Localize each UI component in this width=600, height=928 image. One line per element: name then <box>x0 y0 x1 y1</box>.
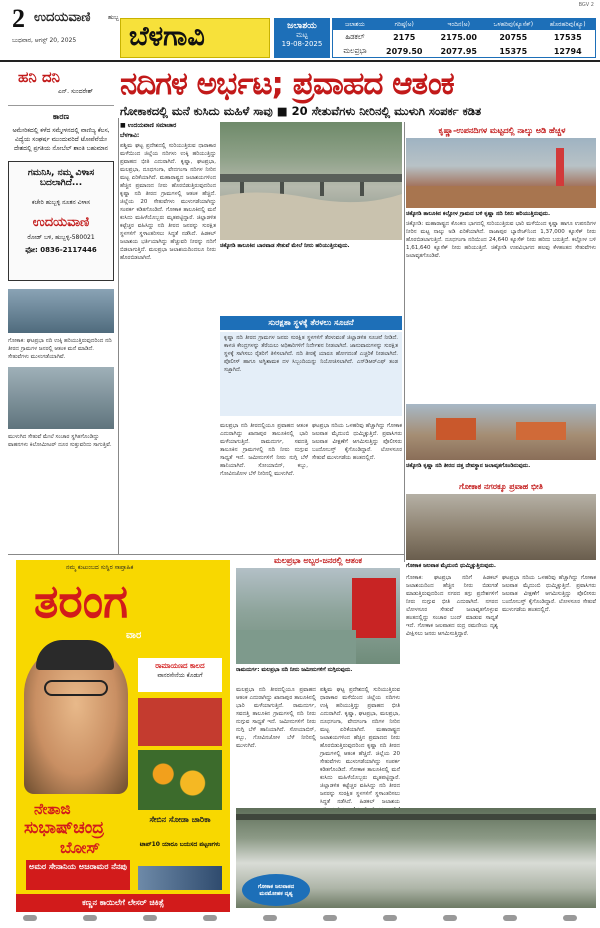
bridge-illustration <box>220 122 402 240</box>
lead-headline: ನದಿಗಳ ಅರ್ಭಟ; ಪ್ರವಾಹದ ಆತಂಕ <box>120 66 454 102</box>
lead-body-1: ಪಶ್ಚಿಮ ಘಟ್ಟ ಪ್ರದೇಶದಲ್ಲಿ ಸುರಿಯುತ್ತಿರುವ ಧಾರಾಕಾರ ಮಳೆಯಿಂದ ಜಿಲ್ಲೆಯ ನದಿಗಳು ಉಕ್ಕಿ ಹರಿಯುತ್ತಿದ್ದು ಪ್ರವಾಹದ ಭೀತಿ ಎದುರಾಗಿದೆ. ಕೃಷ್ಣಾ, ಘಟಪ್ರಭಾ, ಮಲಪ್ರಭಾ, ದೂಧಗಂಗಾ, ವೇದಗಂಗಾ ನದಿಗಳ ನೀರಿನ ಮಟ್ಟ ಏರಿಕೆಯಾಗಿದೆ. ಮಹಾರಾಷ್ಟ್ರದ ಜಲಾಶಯಗಳಿಂದ ಹೆಚ್ಚಿನ ಪ್ರಮಾಣದ ನೀರು ಹೊರಬಿಡುತ್ತಿರುವುದರಿಂದ ಕೃಷ್ಣಾ ನದಿ ತೀರದ ಗ್ರಾಮಗಳಲ್ಲಿ ಆತಂಕ ಹೆಚ್ಚಿದೆ. ಜಿಲ್ಲೆಯ 20 ಸೇತುವೆಗಳು ಮುಳುಗಡೆಯಾಗಿದ್ದು ಸಂಪರ್ಕ ಕಡಿತಗೊಂಡಿದೆ. ಗೋಕಾಕ ತಾಲೂಕಿನಲ್ಲಿ ಮನೆ ಕುಸಿದು ಮಹಿಳೆಯೊಬ್ಬರು ಮೃತಪಟ್ಟಿದ್ದಾರೆ. ಜಿಲ್ಲಾಡಳಿತ ಕಟ್ಟೆಚ್ಚರ ವಹಿಸಿದ್ದು ನದಿ ತೀರದ ಜನರನ್ನು ಸುರಕ್ಷಿತ ಸ್ಥಳಗಳಿಗೆ ಸ್ಥಳಾಂತರಿಸಲು ಸಿದ್ಧತೆ ನಡೆಸಿದೆ. ಹಿಡಕಲ್ ಜಲಾಶಯ ಭರ್ತಿಯಾಗಿದ್ದು ಹೆಚ್ಚುವರಿ ನೀರನ್ನು ನದಿಗೆ ಬಿಡಲಾಗುತ್ತಿದೆ. ಮಲಪ್ರಭಾ ಜಲಾಶಯದಿಂದಲೂ ನೀರು ಹೊರಬಿಡಲಾಗಿದೆ. <box>120 143 216 261</box>
reg-mark <box>83 915 97 921</box>
malaprabha-photo <box>236 568 400 664</box>
house-collapse-photo <box>406 494 596 560</box>
table-header-cell: ಇಂದಿನ(ಅ) <box>447 21 470 28</box>
hani-dani-column <box>8 66 114 106</box>
dateline-city: ಬೆಳಗಾವಿ: <box>120 132 140 139</box>
temple-roof <box>436 418 476 440</box>
brand-edition: ಹುಬ್ಬ <box>108 14 119 21</box>
lead-column-2: ಮಲಪ್ರಭಾ ನದಿ ತೀರದಲ್ಲಿಯೂ ಪ್ರವಾಹದ ಆತಂಕ ಎದುರಾಗಿದ್ದು ಖಾನಾಪುರ ತಾಲೂಕಿನಲ್ಲಿ ಭಾರಿ ಮಳೆಯಾಗುತ್ತಿದೆ. ರಾಮದುರ್ಗ, ಸವದತ್ತಿ ತಾಲೂಕಿನ ಗ್ರಾಮಗಳಲ್ಲಿ ನದಿ ನೀರು ನುಗ್ಗುವ ಸಾಧ್ಯತೆ ಇದೆ. ಜಮೀನುಗಳಿಗೆ ನೀರು ನುಗ್ಗಿ ಬೆಳೆ ಹಾನಿಯಾಗಿದೆ. ಸೋಯಾಬಿನ್, ಕಬ್ಬು, ಗೋವಿನಜೋಳ ಬೆಳೆ ನೀರಿನಲ್ಲಿ ಮುಳುಗಿದೆ. <box>220 423 308 477</box>
poem-title: ಕಾರಣ <box>52 112 70 121</box>
top10-photo <box>138 866 222 890</box>
ad-address: ರೋಡ್ ಬಳಿ, ಹುಬ್ಬಳ್ಳಿ-580021 <box>27 234 95 241</box>
table-row <box>333 30 595 44</box>
krishna-photo-title: ಕೃಷ್ಣಾ-ಉಪನದಿಗಳ ಮಟ್ಟದಲ್ಲಿ ನಾಲ್ಕು ಅಡಿ ಹೆಚ್ಚಳ <box>438 126 566 135</box>
fruit-photo <box>138 750 222 810</box>
photo-caption: ಚಿಕ್ಕೋಡಿ ತಾಲೂಕಿನ ಬಾರವಾಡ ಸೇತುವೆ ಮೇಲೆ ನೀರು ಹರಿಯುತ್ತಿರುವುದು. <box>220 243 350 249</box>
reg-mark <box>143 915 157 921</box>
taranga-title: ತರಂಗ <box>34 574 128 628</box>
feature-photo <box>138 698 222 746</box>
ad-text: ಕಚೇರಿ ಹುಬ್ಬಳ್ಳಿ ನೂತನ ವಿಳಾಸ <box>31 199 91 206</box>
reservoir-label: ಜಲಾಶಯ <box>287 21 317 31</box>
flood-water <box>220 192 402 240</box>
page-number: 2 <box>12 4 25 33</box>
taranga-feature-box <box>138 658 222 692</box>
krishna-photo-caption: ಚಿಕ್ಕೋಡಿ ತಾಲೂಕಿನ ಕಲ್ಲೋಳ ಗ್ರಾಮದ ಬಳಿ ಕೃಷ್ಣಾ ನದಿ ನೀರು ಹರಿಯುತ್ತಿರುವುದು. <box>406 211 551 217</box>
address-change-ad <box>8 161 114 281</box>
column-logo: ಹನಿ ದನಿ <box>18 68 60 86</box>
portrait-cap <box>36 640 114 670</box>
cover-name-3: ಬೋಸ್ <box>60 838 101 857</box>
poem-text: ಅಮೇರಿಕದಲ್ಲಿ ಕಳೆದ ಸಮ್ಮೇಳನದಲ್ಲಿ ವಾಣಿಜ್ಯ ಕೆಲಸ, ವಿದ್ಯೆಯ ಸಂಘರ್ಷ ಮುಂದುವರಿದೆ ಟೋಪೆವೆಯೇ ದೇಶದಲ್ಲಿ ಪ್ರಗತಿಯ ನೋಬೆಲ್ ಶಾಂತಿ ಬಹುಮಾನ <box>12 127 110 152</box>
table-cell: 20755 <box>499 32 528 42</box>
left-column <box>8 66 114 550</box>
column-rule <box>404 122 405 562</box>
people-photo <box>8 289 114 333</box>
ad-brand: ಉದಯವಾಣಿ <box>32 215 90 230</box>
table-header-cell: ಗರಿಷ್ಠ(ಅ) <box>394 21 414 28</box>
masthead <box>0 0 600 62</box>
left-story-text: ಗೋಕಾಕ: ಘಟಪ್ರಭಾ ನದಿ ಉಕ್ಕಿ ಹರಿಯುತ್ತಿರುವುದರಿಂದ ನದಿ ತೀರದ ಗ್ರಾಮಗಳ ಜನರಲ್ಲಿ ಆತಂಕ ಮನೆ ಮಾಡಿದೆ. ಸೇತುವೆಗಳು ಮುಳುಗಡೆಯಾಗಿವೆ. <box>8 338 112 360</box>
city-name: ಬೆಳಗಾವಿ <box>129 21 205 52</box>
tower-structure <box>556 148 564 188</box>
left-photo-caption: ಮುಳುಗಿದ ಸೇತುವೆ ಮೇಲೆ ಸಂಚಾರ ಸ್ಥಗಿತಗೊಂಡಿದ್ದು ವಾಹನಗಳು ಕಿಲೋಮೀಟರ್ ದೂರ ಸುತ್ತುವರಿದು ಸಾಗುತ್ತಿವೆ. <box>8 434 112 448</box>
gokak-falls-photo <box>236 808 596 908</box>
city-banner <box>120 18 270 58</box>
malaprabha-caption: ರಾಮದುರ್ಗ: ಮಲಪ್ರಭಾ ನದಿ ನೀರು ಜಮೀನುಗಳಿಗೆ ನುಗ್ಗಿರುವುದು. <box>236 667 353 673</box>
byline: ■ ಉದಯವಾಣಿ ಸಮಾಚಾರ <box>120 122 177 129</box>
recipe-title: ಸೇಬಿನ ಸೋಡಾ ಚಾರಿಕಾ <box>149 815 211 824</box>
reservoir-table-header <box>333 19 595 30</box>
taranga-tagline: ನಮ್ಮ ಕುಟುಂಬದ ಸುಸ್ಥಿರ ಸಾಪ್ತಾಹಿಕ <box>66 564 134 571</box>
column-rule <box>118 118 119 554</box>
falls-bridge <box>236 814 596 820</box>
ad-headline: ಗಮನಿಸಿ, ನಮ್ಮ ವಿಳಾಸ ಬದಲಾಗಿದೆ... <box>27 168 95 188</box>
safety-box-title: ಸುರಕ್ಷತಾ ಸ್ಥಳಕ್ಕೆ ತೆರಳಲು ಸೂಚನೆ <box>220 316 402 330</box>
bridge-deck <box>220 174 402 182</box>
temple-flood-photo <box>406 404 596 460</box>
table-row-label: ಹಿಡಕಲ್ <box>345 32 365 41</box>
reg-mark <box>563 915 577 921</box>
reservoir-label-2: ಮಟ್ಟ <box>296 31 308 39</box>
taranga-footer: ಕಣ್ಣನ ಕಾಯಿಲೆಗೆ ಲೇಸರ್ ಚಿಕಿತ್ಸೆ <box>16 894 230 912</box>
table-cell: 12794 <box>553 46 582 56</box>
top10-title: ಟಾಪ್‌10 ಯಾರೂ ಬಯಸದ ಪಟ್ಟಣಗಳು <box>139 841 221 848</box>
table-row-label: ಮಲಪ್ರಭಾ <box>343 46 367 55</box>
malaprabha-title: ಮಲಪ್ರಭಾ ಅಬ್ಬರ-ಜನರಲ್ಲಿ ಆತಂಕ <box>273 556 363 565</box>
field-water <box>236 630 356 664</box>
taranga-week: ವಾರ <box>126 630 142 641</box>
submerged-bridge-photo <box>8 367 114 429</box>
bridge-pillar <box>360 182 364 196</box>
cover-name-1: ನೇತಾಜಿ <box>34 800 71 818</box>
table-cell: 2077.95 <box>440 46 477 56</box>
registration-marks <box>0 912 600 924</box>
bridge-pillar <box>320 182 324 196</box>
lead-column-1 <box>120 122 216 550</box>
gokak-photo-caption: ಗೋಕಾಕ ಜಲಪಾತ ಮೈದುಂಬಿ ಧುಮ್ಮಿಕ್ಕುತ್ತಿರುವುದು. <box>406 563 496 569</box>
gokak-text-2: ಘಟಪ್ರಭಾ ನದಿಯ ಒಳಹರಿವು ಹೆಚ್ಚಾಗಿದ್ದು ಗೋಕಾಕ ಜಲಪಾತ ಮೈದುಂಬಿ ಧುಮ್ಮಿಕ್ಕುತ್ತಿದೆ. ಪ್ರವಾಸಿಗರು ಜಲಪಾತ ವೀಕ್ಷಣೆಗೆ ಆಗಮಿಸುತ್ತಿದ್ದು ಪೊಲೀಸರು ಬಂದೋಬಸ್ತ್ ಕೈಗೊಂಡಿದ್ದಾರೆ. ಲೋಳಸೂರ ಸೇತುವೆ ಮುಳುಗಡೆಯ ಹಂತದಲ್ಲಿದೆ. <box>502 575 596 613</box>
reg-mark <box>323 915 337 921</box>
reservoir-table <box>332 18 596 58</box>
table-cell: 2175 <box>393 32 416 42</box>
temple-hall <box>516 422 566 440</box>
falls-caption: ಗೋಕಾಕ ಜಲಪಾತದ ಮನಮೋಹಕ ದೃಶ್ಯ <box>257 884 295 897</box>
cover-subtitle: ಅಮರ ಸೇನಾನಿಯ ಅಜರಾಮರ ನೆನಪು <box>26 860 130 890</box>
taranga-magazine-ad <box>16 560 230 912</box>
malaprabha-text-1: ಮಲಪ್ರಭಾ ನದಿ ತೀರದಲ್ಲಿಯೂ ಪ್ರವಾಹದ ಆತಂಕ ಎದುರಾಗಿದ್ದು ಖಾನಾಪುರ ತಾಲೂಕಿನಲ್ಲಿ ಭಾರಿ ಮಳೆಯಾಗುತ್ತಿದೆ. ರಾಮದುರ್ಗ, ಸವದತ್ತಿ ತಾಲೂಕಿನ ಗ್ರಾಮಗಳಲ್ಲಿ ನದಿ ನೀರು ನುಗ್ಗುವ ಸಾಧ್ಯತೆ ಇದೆ. ಜಮೀನುಗಳಿಗೆ ನೀರು ನುಗ್ಗಿ ಬೆಳೆ ಹಾನಿಯಾಗಿದೆ. ಸೋಯಾಬಿನ್, ಕಬ್ಬು, ಗೋವಿನಜೋಳ ಬೆಳೆ ನೀರಿನಲ್ಲಿ ಮುಳುಗಿದೆ. <box>236 687 316 749</box>
safety-box-text: ಕೃಷ್ಣಾ ನದಿ ತೀರದ ಗ್ರಾಮಗಳ ಜನರು ಸುರಕ್ಷಿತ ಸ್ಥಳಗಳಿಗೆ ತೆರಳುವಂತೆ ಜಿಲ್ಲಾಡಳಿತ ಸೂಚನೆ ನೀಡಿದೆ. ಕಾಳಜಿ ಕೇಂದ್ರಗಳನ್ನು ತೆರೆಯಲು ಅಧಿಕಾರಿಗಳಿಗೆ ನಿರ್ದೇಶನ ನೀಡಲಾಗಿದೆ. ಜಾನುವಾರುಗಳನ್ನು ಸುರಕ್ಷಿತ ಸ್ಥಳಕ್ಕೆ ಸಾಗಿಸಲು ರೈತರಿಗೆ ತಿಳಿಸಲಾಗಿದೆ. ನದಿ ತೀರಕ್ಕೆ ಯಾರೂ ಹೋಗದಂತೆ ಎಚ್ಚರಿಕೆ ನೀಡಲಾಗಿದೆ. ಪೊಲೀಸ್ ಹಾಗೂ ಅಗ್ನಿಶಾಮಕ ದಳ ಸಿಬ್ಬಂದಿಯನ್ನು ನಿಯೋಜಿಸಲಾಗಿದೆ. ಎನ್‌ಡಿಆರ್‌ಎಫ್ ತಂಡ ಸಜ್ಜಾಗಿದೆ. <box>220 332 402 416</box>
right-column-text: ಚಿಕ್ಕೋಡಿ: ಮಹಾರಾಷ್ಟ್ರದ ಕೊಂಕಣ ಭಾಗದಲ್ಲಿ ಸುರಿಯುತ್ತಿರುವ ಭಾರಿ ಮಳೆಯಿಂದ ಕೃಷ್ಣಾ ಹಾಗೂ ಉಪನದಿಗಳ ನೀರಿನ ಮಟ್ಟ ನಾಲ್ಕು ಅಡಿ ಏರಿಕೆಯಾಗಿದೆ. ರಾಜಾಪುರ ಬ್ಯಾರೇಜ್‌ನಿಂದ 1,37,000 ಕ್ಯೂಸೆಕ್ ನೀರು ಹೊರಬಿಡಲಾಗುತ್ತಿದೆ. ದೂಧಗಂಗಾ ನದಿಯಿಂದ 24,640 ಕ್ಯೂಸೆಕ್ ನೀರು ಹರಿದು ಬರುತ್ತಿದೆ. ಕಲ್ಲೋಳ ಬಳಿ 1,61,640 ಕ್ಯೂಸೆಕ್ ನೀರು ಹರಿಯುತ್ತಿದೆ. ಚಿಕ್ಕೋಡಿ ಉಪವಿಭಾಗದ ಹಲವು ಕೆಳಹಂತದ ಸೇತುವೆಗಳು ಜಲಾವೃತಗೊಂಡಿವೆ. <box>406 221 596 259</box>
brand-name: ಉದಯವಾಣಿ <box>34 10 91 25</box>
table-header-cell: ಹೊರಹರಿವು(ಕ್ಯೂ) <box>549 21 586 28</box>
cover-name-2: ಸುಭಾಷ್‌ಚಂದ್ರ <box>24 818 104 838</box>
lead-subhead: ಗೋಕಾಕದಲ್ಲಿ ಮನೆ ಕುಸಿದು ಮಹಿಳೆ ಸಾವು ■ 20 ಸೇತುವೆಗಳು ನೀರಿನಲ್ಲಿ ಮುಳುಗಿ ಸಂಪರ್ಕ ಕಡಿತ <box>120 104 482 118</box>
table-cell: 17535 <box>553 32 582 42</box>
reg-mark <box>263 915 277 921</box>
lead-column-3: ಘಟಪ್ರಭಾ ನದಿಯ ಒಳಹರಿವು ಹೆಚ್ಚಾಗಿದ್ದು ಗೋಕಾಕ ಜಲಪಾತ ಮೈದುಂಬಿ ಧುಮ್ಮಿಕ್ಕುತ್ತಿದೆ. ಪ್ರವಾಸಿಗರು ಜಲಪಾತ ವೀಕ್ಷಣೆಗೆ ಆಗಮಿಸುತ್ತಿದ್ದು ಪೊಲೀಸರು ಬಂದೋಬಸ್ತ್ ಕೈಗೊಂಡಿದ್ದಾರೆ. ಲೋಳಸೂರ ಸೇತುವೆ ಮುಳುಗಡೆಯ ಹಂತದಲ್ಲಿದೆ. <box>312 423 402 461</box>
table-cell: 2175.00 <box>440 32 477 42</box>
gokak-text-1: ಗೋಕಾಕ: ಘಟಪ್ರಭಾ ನದಿಗೆ ಹಿಡಕಲ್ ಜಲಾಶಯದಿಂದ ಹೆಚ್ಚಿನ ನೀರು ಬಿಡುಗಡೆ ಮಾಡುತ್ತಿರುವುದರಿಂದ ನಗರದ ತಗ್ಗು ಪ್ರದೇಶಗಳಿಗೆ ನೀರು ನುಗ್ಗುವ ಭೀತಿ ಎದುರಾಗಿದೆ. ನಗರದ ಲೋಳಸೂರ ಸೇತುವೆ ಜಲಾವೃತಗೊಳ್ಳುವ ಹಂತದಲ್ಲಿದ್ದು ಸಂಚಾರ ಬಂದ್ ಮಾಡುವ ಸಾಧ್ಯತೆ ಇದೆ. ಗೋಕಾಕ ಜಲಪಾತದ ರುದ್ರ ರಮಣೀಯ ದೃಶ್ಯ ವೀಕ್ಷಿಸಲು ಜನರು ಆಗಮಿಸುತ್ತಿದ್ದಾರೆ. <box>406 575 498 637</box>
malaprabha-text-2: ಪಶ್ಚಿಮ ಘಟ್ಟ ಪ್ರದೇಶದಲ್ಲಿ ಸುರಿಯುತ್ತಿರುವ ಧಾರಾಕಾರ ಮಳೆಯಿಂದ ಜಿಲ್ಲೆಯ ನದಿಗಳು ಉಕ್ಕಿ ಹರಿಯುತ್ತಿದ್ದು ಪ್ರವಾಹದ ಭೀತಿ ಎದುರಾಗಿದೆ. ಕೃಷ್ಣಾ, ಘಟಪ್ರಭಾ, ಮಲಪ್ರಭಾ, ದೂಧಗಂಗಾ, ವೇದಗಂಗಾ ನದಿಗಳ ನೀರಿನ ಮಟ್ಟ ಏರಿಕೆಯಾಗಿದೆ. ಮಹಾರಾಷ್ಟ್ರದ ಜಲಾಶಯಗಳಿಂದ ಹೆಚ್ಚಿನ ಪ್ರಮಾಣದ ನೀರು ಹೊರಬಿಡುತ್ತಿರುವುದರಿಂದ ಕೃಷ್ಣಾ ನದಿ ತೀರದ ಗ್ರಾಮಗಳಲ್ಲಿ ಆತಂಕ ಹೆಚ್ಚಿದೆ. ಜಿಲ್ಲೆಯ 20 ಸೇತುವೆಗಳು ಮುಳುಗಡೆಯಾಗಿದ್ದು ಸಂಪರ್ಕ ಕಡಿತಗೊಂಡಿದೆ. ಗೋಕಾಕ ತಾಲೂಕಿನಲ್ಲಿ ಮನೆ ಕುಸಿದು ಮಹಿಳೆಯೊಬ್ಬರು ಮೃತಪಟ್ಟಿದ್ದಾರೆ. ಜಿಲ್ಲಾಡಳಿತ ಕಟ್ಟೆಚ್ಚರ ವಹಿಸಿದ್ದು ನದಿ ತೀರದ ಜನರನ್ನು ಸುರಕ್ಷಿತ ಸ್ಥಳಗಳಿಗೆ ಸ್ಥಳಾಂತರಿಸಲು ಸಿದ್ಧತೆ ನಡೆಸಿದೆ. ಹಿಡಕಲ್ ಜಲಾಶಯ <box>320 687 400 805</box>
portrait-glasses <box>44 680 108 696</box>
gokak-box-title: ಗೋಕಾಕ ನಗರಕ್ಕೂ ಪ್ರವಾಹ ಭೀತಿ <box>459 482 543 491</box>
page-code: BGV 2 <box>578 2 594 8</box>
temple-scene <box>406 404 596 460</box>
krishna-river-photo <box>406 138 596 208</box>
table-header-cell: ಒಳಹರಿವು(ಕ್ಯೂಸೆಕ್) <box>493 21 534 28</box>
bridge-flood-photo <box>220 122 402 240</box>
column-author: ಎನ್. ಸುಂದರೇಶ್ <box>58 88 93 95</box>
table-header-cell: ಜಲಾಶಯ <box>345 21 365 28</box>
reg-mark <box>383 915 397 921</box>
feature-line-1: ರಾಮಾಯಣದ ಕಾಲದ <box>155 662 205 670</box>
table-cell: 2079.50 <box>386 46 423 56</box>
dateline: ಬುಧವಾರ, ಆಗಸ್ಟ್ 20, 2025 <box>12 37 77 44</box>
table-cell: 15375 <box>499 46 528 56</box>
table-row <box>333 44 595 58</box>
reservoir-date: 19-08-2025 <box>281 40 323 48</box>
reservoir-box <box>274 18 330 58</box>
ad-phone: ಫೋ: 0836-2117446 <box>25 246 97 254</box>
feature-line-2: ವಾನರಸೇನೆಯ ಕೊಡುಗೆ <box>157 672 203 679</box>
reg-mark <box>503 915 517 921</box>
truck-body <box>352 578 396 638</box>
temple-caption: ಚಿಕ್ಕೋಡಿ ಕೃಷ್ಣಾ ನದಿ ತೀರದ ದತ್ತ ದೇವಸ್ಥಾನ ಜಲಾವೃತಗೊಂಡಿರುವುದು. <box>406 463 531 469</box>
river-scene <box>406 138 596 208</box>
reg-mark <box>203 915 217 921</box>
muddy-river <box>406 186 596 208</box>
reg-mark <box>443 915 457 921</box>
section-rule <box>8 554 404 555</box>
reg-mark <box>23 915 37 921</box>
truck-scene <box>236 568 400 664</box>
